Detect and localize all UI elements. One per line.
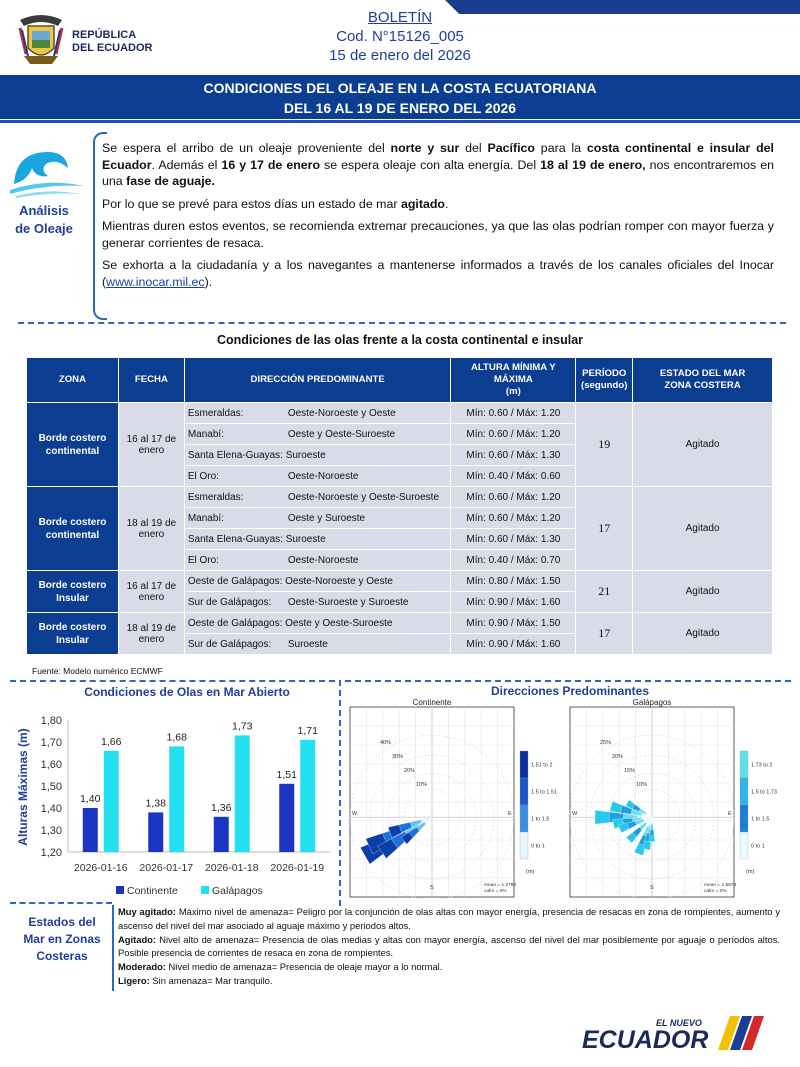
divider [10, 902, 112, 904]
text-bold: 16 y 17 de enero [221, 157, 321, 172]
place-label: Oeste de Galápagos: [187, 617, 283, 629]
direction-cell [184, 508, 451, 529]
legend-entry: 1.5 to 1.51 [531, 789, 557, 796]
compass-label: S [650, 885, 654, 891]
data-label: 1,68 [166, 731, 187, 744]
analysis-label [6, 202, 82, 238]
text: ). [204, 274, 213, 289]
legend-entry: 1 to 1.5 [751, 816, 770, 823]
analysis-paragraph-4 [102, 257, 774, 290]
x-tick-label: 2026-01-16 [73, 862, 128, 874]
height-cell: Mín: 0.40 / Máx: 0.60 [451, 466, 576, 487]
sea-state-cell: Agitado [633, 613, 773, 655]
legend-entry: 1 to 1.5 [531, 816, 550, 823]
direction-value: Suroeste [285, 533, 326, 545]
bar-galápagos [169, 746, 184, 852]
compass-label: W [572, 811, 578, 818]
chart-title: Condiciones de Olas en Mar Abierto [84, 685, 290, 699]
height-cell: Mín: 0.60 / Máx: 1.20 [451, 403, 576, 424]
x-tick-label: 2026-01-17 [139, 862, 194, 874]
zone-cell [27, 613, 119, 655]
height-cell: Mín: 0.90 / Máx: 1.50 [451, 613, 576, 634]
data-label: 1,40 [80, 793, 101, 805]
zone-cell [27, 403, 119, 487]
bulletin-label: BOLETÍN [367, 9, 433, 26]
legend-entry: 0 to 1 [531, 843, 545, 850]
analysis-label-line1: Análisis [19, 203, 69, 218]
label-line: Costeras [36, 949, 88, 963]
term: Moderado: [118, 961, 166, 973]
period-cell: 19 [576, 403, 633, 487]
date-line: 16 al 17 de [126, 433, 177, 445]
height-cell: Mín: 0.60 / Máx: 1.20 [451, 424, 576, 445]
wave-icon [6, 138, 88, 198]
sea-states-definitions [112, 905, 780, 991]
legend-swatch [116, 886, 124, 894]
table-row [27, 403, 773, 424]
legend-swatch [520, 778, 528, 805]
place-label: El Oro: [187, 470, 219, 482]
bulletin-info [300, 8, 500, 65]
conditions-table [26, 357, 773, 655]
sea-state-item [118, 960, 780, 974]
direction-cell [184, 571, 451, 592]
direction-cell [184, 424, 451, 445]
place-label: Esmeraldas: [187, 407, 244, 419]
legend-swatch [740, 751, 748, 778]
direction-value: Oeste-Noroeste y Oeste [287, 407, 396, 419]
bar-galápagos [104, 751, 119, 852]
place-label: Sur de Galápagos: [187, 596, 272, 608]
ring-label: 30% [392, 754, 404, 761]
text-bold: Pacífico [487, 141, 535, 155]
stats-label: mean = 1.2794 [484, 883, 517, 888]
date-line: enero [138, 591, 165, 603]
date-cell [118, 571, 184, 613]
definition: Nivel alto de amenaza= Presencia de olas medias y altas con mayor energía, ascenso del nivel del mar posiblemente por aguaje o períodos altos. Posible presencia de corrientes de resaca en zona de rompientes. [118, 933, 780, 959]
definition: Sin amenaza= Mar tranquilo. [149, 974, 273, 986]
date-line: enero [138, 444, 165, 456]
header-line: (segundo) [581, 380, 628, 391]
logo-big-text: ECUADOR [582, 1026, 709, 1054]
text-bold: 18 al 19 de enero, [540, 157, 646, 172]
bar-galápagos [300, 740, 315, 852]
direction-cell [184, 613, 451, 634]
zone-line: Borde costero [38, 432, 107, 444]
legend-swatch [520, 832, 528, 859]
col-header-zona: ZONA [27, 358, 119, 403]
rose-chart-continente [344, 697, 570, 899]
divider [345, 680, 791, 682]
direction-value: Oeste-Noroeste y Oeste-Suroeste [287, 491, 440, 503]
text-bold: fase de aguaje. [126, 174, 215, 188]
direction-cell [184, 592, 451, 613]
legend-swatch [740, 778, 748, 805]
col-header-altura [451, 358, 576, 403]
direction-value: Oeste-Noroeste [287, 554, 359, 566]
zone-line: Insular [56, 592, 89, 604]
rose-panel-name: Continente [412, 698, 452, 707]
title-underline [0, 120, 800, 123]
table-title: Condiciones de las olas frente a la costa continental e insular [216, 333, 584, 347]
country-line1: REPÚBLICA [72, 29, 137, 41]
title-line2: DEL 16 AL 19 DE ENERO DEL 2026 [283, 100, 517, 116]
col-header-estado [633, 358, 773, 403]
place-label: Santa Elena-Guayas: [187, 449, 283, 461]
text: se espera oleaje con alta energía. Del [320, 157, 541, 172]
legend-entry: 0 to 1 [751, 843, 765, 850]
bar-continente [148, 812, 163, 852]
rose-panel-name: Galápagos [632, 698, 672, 707]
text: Se exhorta a la ciudadanía y a los navegantes a mantenerse informados a través de los canales oficiales del Inocar ( [102, 258, 774, 289]
direction-cell [184, 445, 451, 466]
legend-swatch [520, 751, 528, 778]
sea-state-item [118, 974, 780, 988]
place-label: El Oro: [187, 554, 219, 566]
period-cell: 17 [576, 487, 633, 571]
zone-line: continental [45, 445, 100, 457]
text: . Además el [151, 157, 222, 172]
data-label: 1,38 [145, 797, 166, 810]
zone-line: Insular [56, 634, 89, 646]
sea-state-cell: Agitado [633, 487, 773, 571]
date-line: 18 al 19 de [126, 622, 177, 634]
date-cell [118, 613, 184, 655]
sea-state-cell: Agitado [633, 403, 773, 487]
y-axis-label: Alturas Máximas (m) [16, 728, 30, 846]
ring-label: 15% [624, 768, 636, 775]
zone-cell [27, 571, 119, 613]
definition: Máximo nivel de amenaza= Peligro por la conjunción de olas altas con mayor energía, presencia de resacas en zona de rompientes, aumento y ascenso del nivel del mar asociado al aguaje máximo y periodos altos. [118, 906, 781, 931]
date-cell [118, 403, 184, 487]
height-cell: Mín: 0.60 / Máx: 1.30 [451, 529, 576, 550]
compass-label: E [508, 811, 512, 818]
height-cell: Mín: 0.90 / Máx: 1.60 [451, 592, 576, 613]
bulletin-code: Cod. N°15126_005 [336, 28, 464, 45]
zone-line: continental [45, 529, 100, 541]
col-header-fecha: FECHA [118, 358, 184, 403]
legend-entry: Galápagos [212, 885, 263, 897]
ring-label: 10% [416, 782, 428, 789]
term: Agitado: [118, 933, 157, 945]
direction-value: Oeste y Oeste-Suroeste [285, 617, 393, 629]
data-label: 1,36 [211, 801, 232, 814]
term: Ligero: [118, 974, 150, 986]
zone-cell [27, 487, 119, 571]
text: Por lo que se prevé para estos días un estado de mar [102, 196, 401, 211]
header-line: ESTADO DEL MAR [659, 368, 746, 379]
analysis-paragraph-1 [102, 140, 774, 190]
text: para la [535, 141, 587, 155]
header-line: ALTURA MÍNIMA Y [470, 362, 556, 373]
place-label: Santa Elena-Guayas: [187, 533, 283, 545]
table-row [27, 613, 773, 634]
date-line: enero [138, 633, 165, 645]
y-tick-label: 1,70 [40, 737, 62, 749]
label-line: Mar en Zonas [23, 932, 101, 946]
zone-line: Borde costero [38, 621, 107, 633]
legend-entry: Continente [127, 885, 178, 897]
compass-label: S [430, 885, 434, 891]
text: del [459, 141, 488, 155]
legend-units: (m) [526, 869, 535, 875]
compass-label: E [728, 811, 732, 818]
text-bold: costa continental e insular del Ecuador [102, 141, 774, 172]
legend-swatch [520, 805, 528, 832]
x-tick-label: 2026-01-19 [270, 862, 325, 874]
legend-swatch [740, 805, 748, 832]
direction-cell [184, 466, 451, 487]
table-header-row [27, 358, 773, 403]
text-bold: norte y sur [390, 141, 460, 155]
y-tick-label: 1,50 [40, 781, 62, 793]
ring-label: 25% [600, 740, 612, 747]
legend-units: (m) [746, 869, 755, 875]
analysis-text [102, 140, 774, 296]
direction-value: Suroeste [287, 638, 328, 650]
term: Muy agitado: [118, 906, 177, 917]
height-cell: Mín: 0.60 / Máx: 1.30 [451, 445, 576, 466]
ring-label: 20% [404, 768, 416, 775]
ring-label: 10% [636, 782, 648, 789]
coat-of-arms-icon [16, 10, 66, 68]
period-cell: 21 [576, 571, 633, 613]
sea-states-label [16, 914, 108, 965]
country-line2: DEL ECUADOR [72, 42, 153, 54]
ring-label: 20% [612, 754, 624, 761]
place-label: Sur de Galápagos: [187, 638, 272, 650]
stats-label: calm = 0% [484, 889, 507, 894]
label-line: Estados del [28, 915, 96, 929]
legend-entry: 1.73 to 2 [751, 762, 773, 769]
y-tick-label: 1,80 [40, 715, 62, 727]
title-line1: CONDICIONES DEL OLEAJE EN LA COSTA ECUATORIANA [203, 80, 597, 96]
text: Se espera el arribo de un oleaje proveniente del [102, 141, 391, 155]
compass-label: W [352, 811, 358, 818]
page-title [0, 75, 800, 119]
bulletin-date: 15 de enero del 2026 [329, 47, 471, 64]
zone-line: Borde costero [38, 579, 107, 591]
bar-chart [12, 682, 334, 904]
direction-cell [184, 403, 451, 424]
place-label: Esmeraldas: [187, 491, 244, 503]
bar-continente [214, 817, 229, 852]
height-cell: Mín: 0.60 / Máx: 1.20 [451, 508, 576, 529]
text-bold: agitado [400, 196, 445, 211]
header [0, 0, 800, 80]
bar-continente [279, 784, 294, 852]
legend-entry: 1.51 to 2 [531, 762, 553, 769]
legend-entry: 1.5 to 1.73 [751, 789, 777, 796]
stats-label: mean = 1.5673 [704, 883, 737, 888]
data-label: 1,73 [232, 720, 253, 733]
inocar-link[interactable]: www.inocar.mil.ec [106, 274, 205, 289]
stats-label: calm = 0% [704, 889, 727, 894]
direction-cell [184, 550, 451, 571]
bar-continente [83, 808, 98, 852]
y-tick-label: 1,30 [40, 825, 62, 837]
x-tick-label: 2026-01-18 [204, 862, 259, 874]
ring-label: 40% [380, 740, 392, 747]
plot-area [41, 715, 330, 897]
height-cell: Mín: 0.40 / Máx: 0.70 [451, 550, 576, 571]
rose-chart-title: Direcciones Predominantes [490, 684, 650, 698]
direction-cell [184, 487, 451, 508]
table-row [27, 487, 773, 508]
analysis-paragraph-2 [102, 196, 774, 213]
definition: Nivel medio de amenaza= Presencia de oleaje mayor a lo normal. [165, 961, 443, 973]
direction-value: Oeste y Suroeste [287, 512, 366, 524]
place-label: Oeste de Galápagos: [187, 575, 283, 587]
analysis-label-line2: de Oleaje [15, 221, 73, 236]
direction-value: Oeste-Noroeste y Oeste [285, 575, 393, 587]
text: . [445, 196, 449, 211]
header-line: PERÍODO [582, 368, 627, 379]
date-line: 16 al 17 de [126, 580, 177, 592]
y-tick-label: 1,40 [40, 803, 62, 815]
legend-swatch [201, 886, 209, 894]
col-header-direccion: DIRECCIÓN PREDOMINANTE [184, 358, 451, 403]
text: nos encontraremos en una [102, 157, 774, 188]
data-label: 1,71 [297, 724, 318, 737]
data-label: 1,51 [276, 768, 297, 781]
place-label: Manabí: [187, 428, 224, 440]
header-line: ZONA COSTERA [664, 380, 741, 391]
y-tick-label: 1,60 [40, 759, 62, 771]
sea-state-cell: Agitado [633, 571, 773, 613]
date-line: 18 al 19 de [126, 517, 177, 529]
y-tick-label: 1,20 [40, 847, 62, 859]
direction-cell [184, 529, 451, 550]
direction-value: Suroeste [285, 449, 326, 461]
country-name [72, 29, 152, 55]
date-cell [118, 487, 184, 571]
col-header-periodo [576, 358, 633, 403]
legend-swatch [740, 832, 748, 859]
period-cell: 17 [576, 613, 633, 655]
zone-line: Borde costero [38, 516, 107, 528]
header-line: (m) [505, 386, 521, 397]
height-cell: Mín: 0.90 / Máx: 1.60 [451, 634, 576, 655]
divider [18, 322, 786, 324]
data-label: 1,66 [101, 735, 122, 748]
direction-cell [184, 634, 451, 655]
height-cell: Mín: 0.60 / Máx: 1.20 [451, 487, 576, 508]
rose-chart-galapagos [564, 697, 790, 899]
analysis-paragraph-3: Mientras duren estos eventos, se recomienda extremar precauciones, ya que las olas podrían romper con mayor fuerza y generar corrientes de resaca. [102, 219, 774, 250]
table-row [27, 571, 773, 592]
sea-state-item [118, 905, 780, 933]
divider [339, 680, 341, 906]
data-source: Fuente: Modelo numérico ECMWF [32, 666, 163, 676]
direction-value: Oeste y Oeste-Suroeste [287, 428, 396, 440]
date-line: enero [138, 528, 165, 540]
bar-galápagos [235, 735, 250, 852]
sea-state-item [118, 933, 780, 961]
direction-value: Oeste-Suroeste y Suroeste [287, 596, 409, 608]
height-cell: Mín: 0.80 / Máx: 1.50 [451, 571, 576, 592]
direction-value: Oeste-Noroeste [287, 470, 359, 482]
header-line: MÁXIMA [493, 374, 533, 385]
logo-small-text: EL NUEVO [656, 1018, 702, 1028]
el-nuevo-ecuador-logo [580, 1014, 770, 1056]
place-label: Manabí: [187, 512, 224, 524]
